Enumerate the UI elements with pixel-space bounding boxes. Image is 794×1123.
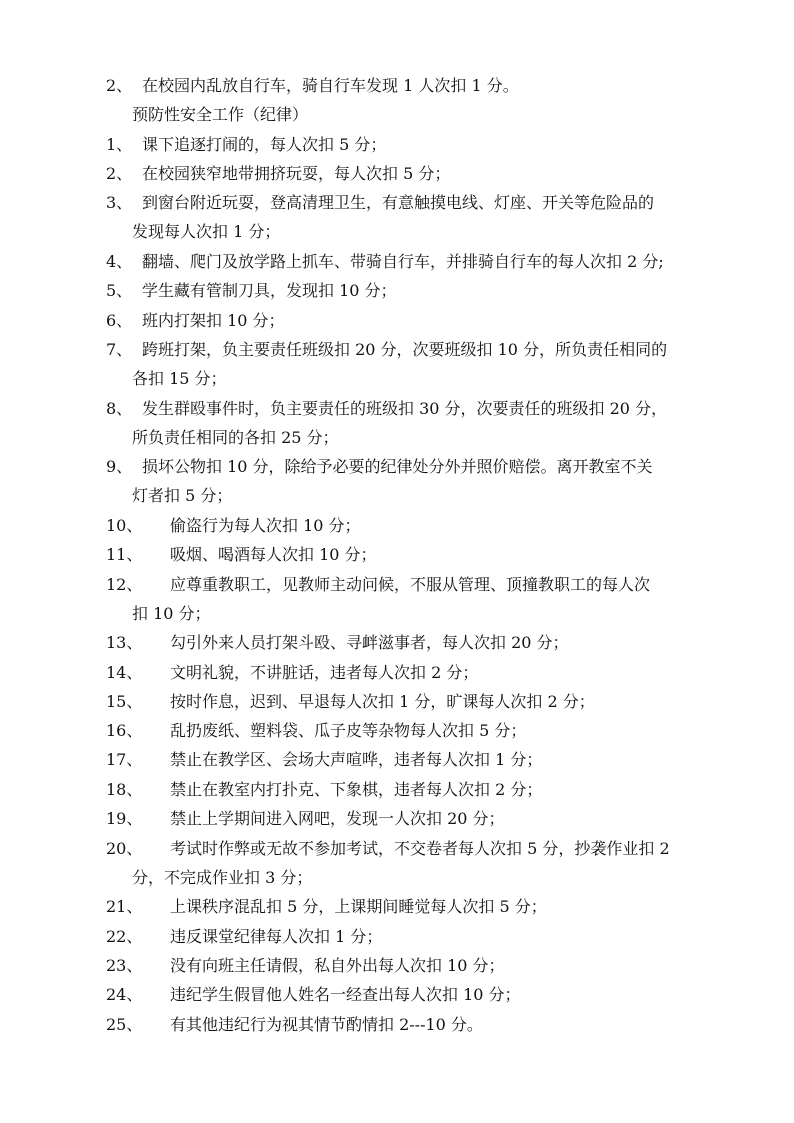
rule-text: 分，不完成作业扣 3 分；	[132, 868, 313, 887]
rule-number: 2、	[106, 76, 133, 95]
rule-number: 9、	[106, 457, 133, 476]
rule-number: 7、	[106, 340, 133, 359]
rule-text: 勾引外来人员打架斗殴、寻衅滋事者，每人次扣 20 分；	[170, 633, 569, 652]
rule-number: 19、	[106, 809, 143, 828]
rule-number: 2、	[106, 164, 133, 183]
rule-number: 8、	[106, 399, 133, 418]
rule-number: 3、	[106, 193, 133, 212]
rule-number: 13、	[106, 633, 143, 652]
rule-number: 14、	[106, 663, 143, 682]
rule-text: 违反课堂纪律每人次扣 1 分；	[170, 927, 383, 946]
rule-text: 翻墙、爬门及放学路上抓车、带骑自行车，并排骑自行车的每人次扣 2 分;	[142, 252, 664, 271]
rule-number: 20、	[106, 839, 143, 858]
rule-number: 24、	[106, 985, 143, 1004]
rule-text: 所负责任相同的各扣 25 分；	[132, 428, 339, 447]
rule-text: 禁止上学期间进入网吧，发现一人次扣 20 分；	[170, 809, 505, 828]
rule-text: 有其他违纪行为视其情节酌情扣 2---10 分。	[170, 1015, 483, 1034]
rule-text: 乱扔废纸、塑料袋、瓜子皮等杂物每人次扣 5 分；	[170, 721, 527, 740]
rule-text: 到窗台附近玩耍，登高清理卫生，有意触摸电线、灯座、开关等危险品的	[142, 193, 655, 212]
rule-text: 跨班打架，负主要责任班级扣 20 分，次要班级扣 10 分，所负责任相同的	[142, 340, 668, 359]
rule-text: 应尊重教职工，见教师主动问候，不服从管理、顶撞教职工的每人次	[170, 575, 651, 594]
rule-number: 22、	[106, 927, 143, 946]
rule-text: 学生藏有管制刀具，发现扣 10 分；	[142, 281, 397, 300]
rule-number: 15、	[106, 692, 143, 711]
section-heading-text: 预防性安全工作（纪律）	[132, 105, 309, 124]
rule-text: 按时作息，迟到、早退每人次扣 1 分，旷课每人次扣 2 分；	[170, 692, 595, 711]
rule-text: 禁止在教学区、会场大声喧哗，违者每人次扣 1 分；	[170, 750, 543, 769]
rule-text: 课下追逐打闹的，每人次扣 5 分；	[142, 135, 387, 154]
rule-text: 考试时作弊或无故不参加考试，不交卷者每人次扣 5 分，抄袭作业扣 2	[170, 839, 670, 858]
rule-number: 17、	[106, 750, 143, 769]
rule-number: 4、	[106, 252, 133, 271]
rule-text: 灯者扣 5 分；	[132, 486, 233, 505]
rule-text: 扣 10 分；	[132, 604, 211, 623]
rule-text: 文明礼貌，不讲脏话，违者每人次扣 2 分；	[170, 663, 479, 682]
rule-text: 禁止在教室内打扑克、下象棋，违者每人次扣 2 分；	[170, 780, 543, 799]
rule-number: 10、	[106, 516, 143, 535]
rule-number: 1、	[106, 135, 133, 154]
rule-number: 5、	[106, 281, 133, 300]
rule-text: 上课秩序混乱扣 5 分，上课期间睡觉每人次扣 5 分；	[170, 897, 547, 916]
rule-number: 11、	[106, 545, 143, 564]
rule-text: 发现每人次扣 1 分；	[132, 222, 281, 241]
rule-number: 6、	[106, 311, 133, 330]
rule-text: 违纪学生假冒他人姓名一经查出每人次扣 10 分；	[170, 985, 521, 1004]
rule-number: 21、	[106, 897, 143, 916]
rule-number: 12、	[106, 575, 143, 594]
rule-text: 在校园内乱放自行车，骑自行车发现 1 人次扣 1 分。	[142, 76, 519, 95]
rule-number: 25、	[106, 1015, 143, 1034]
rule-text: 没有向班主任请假，私自外出每人次扣 10 分；	[170, 956, 505, 975]
rule-number: 23、	[106, 956, 143, 975]
rule-text: 偷盗行为每人次扣 10 分；	[170, 516, 361, 535]
rule-text: 损坏公物扣 10 分，除给予必要的纪律处分外并照价赔偿。离开教室不关	[142, 457, 653, 476]
rule-text: 在校园狭窄地带拥挤玩耍，每人次扣 5 分；	[142, 164, 451, 183]
rule-text: 吸烟、喝酒每人次扣 10 分；	[170, 545, 377, 564]
rule-text: 班内打架扣 10 分；	[142, 311, 285, 330]
rule-text: 发生群殴事件时，负主要责任的班级扣 30 分，次要责任的班级扣 20 分，	[142, 399, 668, 418]
rule-number: 18、	[106, 780, 143, 799]
rule-text: 各扣 15 分；	[132, 369, 227, 388]
rule-number: 16、	[106, 721, 143, 740]
